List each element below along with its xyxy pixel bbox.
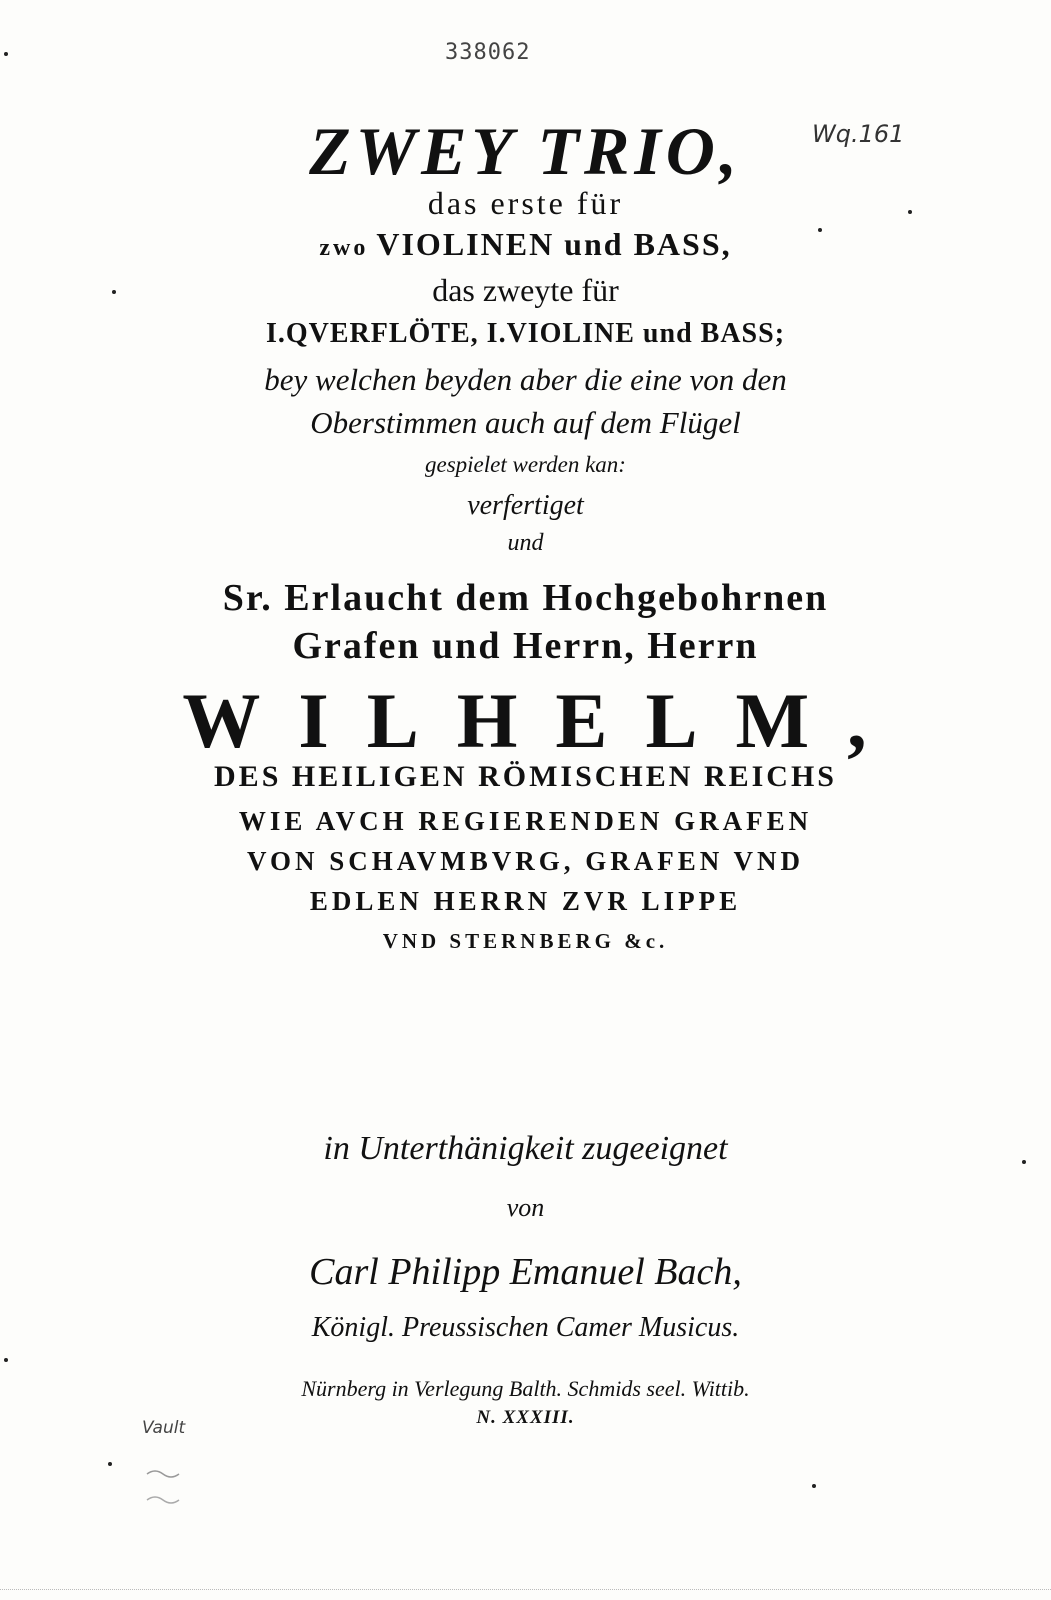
title-line-3	[0, 226, 1051, 263]
title-line-7: Oberstimmen auch auf dem Flügel	[310, 405, 741, 440]
author-line-1: in Unterthänigkeit zugeeignet	[323, 1130, 728, 1167]
dedication-line-3: DES HEILIGEN RÖMISCHEN REICHS	[214, 760, 837, 793]
title-line-9: verfertiget	[467, 490, 584, 521]
page-bottom-edge	[0, 1589, 1051, 1600]
dedication-line-7: VND STERNBERG &c.	[382, 929, 669, 953]
dedication-line-1: Sr. Erlaucht dem Hochgebohrnen	[222, 577, 829, 619]
title-line-2: das erste für	[427, 185, 624, 221]
paper-speck	[108, 1462, 112, 1466]
vault-annotation: Vault	[142, 1418, 186, 1438]
author-line-2: von	[506, 1193, 545, 1222]
title-line-3-main: VIOLINEN und BASS,	[376, 226, 732, 262]
title-line-6: bey welchen beyden aber die eine von den	[264, 362, 787, 397]
paper-speck	[1022, 1160, 1026, 1164]
title-line-5: I.QVERFLÖTE, I.VIOLINE und BASS;	[265, 318, 786, 349]
imprint-publisher: Nürnberg in Verlegung Balth. Schmids seel. Wittib.	[301, 1376, 750, 1401]
paper-speck	[4, 52, 8, 56]
paper-speck	[812, 1484, 816, 1488]
composer-name: Carl Philipp Emanuel Bach,	[309, 1251, 742, 1293]
accession-number: 338062	[445, 40, 531, 65]
title-line-10: und	[507, 530, 544, 556]
dedicatee-name: WILHELM,	[182, 677, 905, 764]
imprint-number: N. XXXIII.	[476, 1407, 575, 1428]
paper-speck	[908, 210, 912, 214]
dedication-line-4: WIE AVCH REGIERENDEN GRAFEN	[238, 806, 813, 836]
paper-speck	[112, 290, 116, 294]
pencil-marks-icon	[145, 1466, 185, 1526]
title-line-8: gespielet werden kan:	[425, 452, 626, 477]
faint-pencil-marks	[145, 1466, 185, 1534]
dedication-line-6: EDLEN HERRN ZVR LIPPE	[309, 886, 742, 916]
shelfmark-annotation: Wq.161	[812, 120, 905, 148]
title-line-4: das zweyte für	[432, 272, 619, 308]
composer-position: Königl. Preussischen Camer Musicus.	[311, 1312, 740, 1343]
main-title: ZWEY TRIO,	[309, 113, 742, 189]
paper-speck	[818, 228, 822, 232]
paper-speck	[4, 1358, 8, 1362]
dedication-line-2: Grafen und Herrn, Herrn	[292, 625, 759, 667]
title-line-3-prefix: zwo	[319, 235, 369, 261]
dedication-line-5: VON SCHAVMBVRG, GRAFEN VND	[247, 846, 804, 876]
